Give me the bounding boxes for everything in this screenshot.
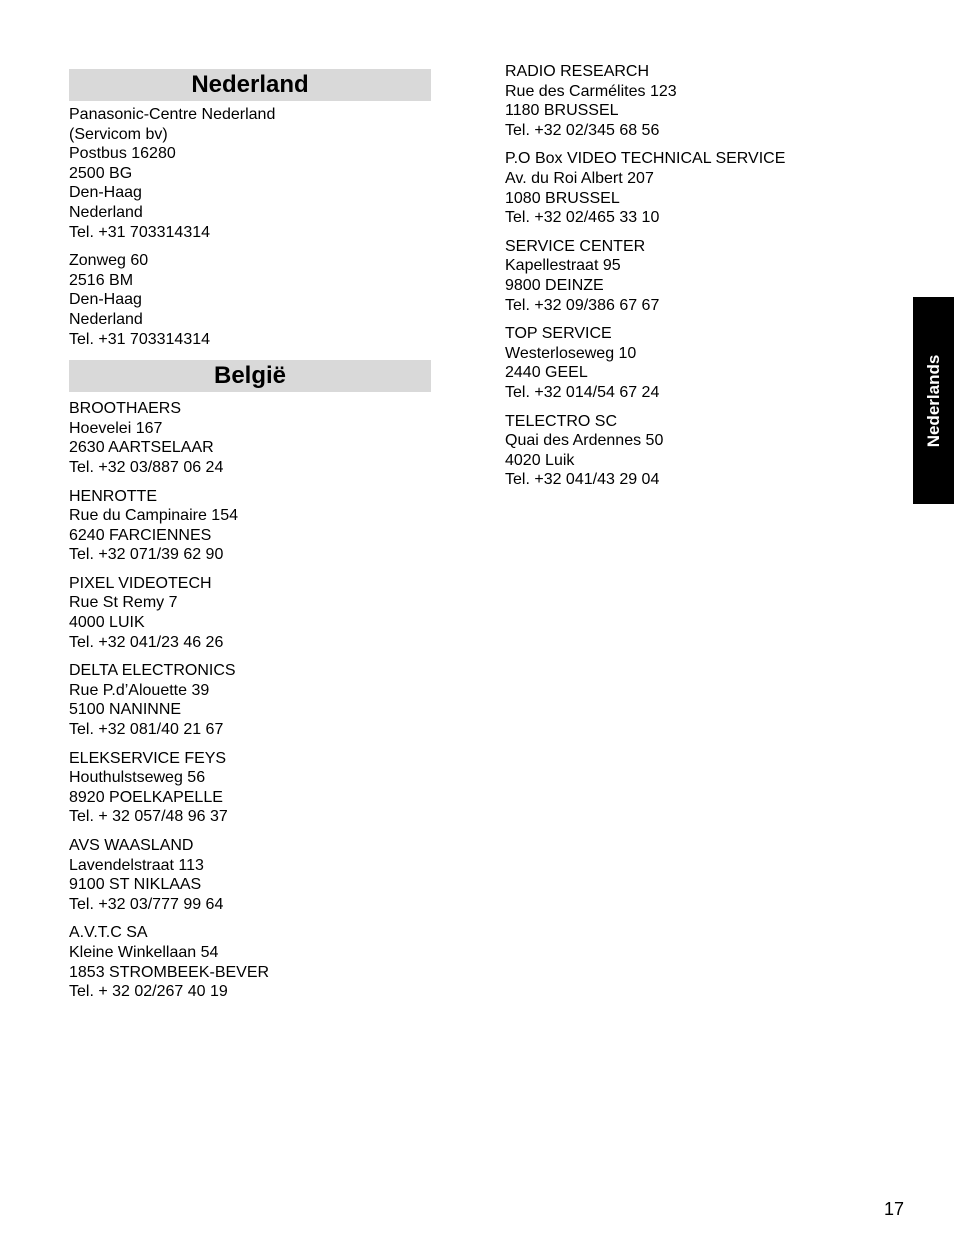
address-line: 1180 BRUSSEL bbox=[505, 102, 619, 120]
address-line: 2440 GEEL bbox=[505, 364, 588, 382]
address-line: 4000 LUIK bbox=[69, 614, 145, 632]
address-name: SERVICE CENTER bbox=[505, 237, 646, 255]
address-block bbox=[505, 324, 865, 402]
address-line: 9100 ST NIKLAAS bbox=[69, 876, 202, 894]
address-block bbox=[69, 105, 431, 242]
address-name: AVS WAASLAND bbox=[69, 837, 194, 854]
address-line: Tel. +31 703314314 bbox=[69, 223, 211, 241]
address-line: Rue des Carmélites 123 bbox=[505, 82, 677, 100]
address-line: 9800 DEINZE bbox=[505, 276, 604, 294]
address-line: Den-Haag bbox=[69, 184, 142, 202]
address-name: PIXEL VIDEOTECH bbox=[69, 574, 212, 592]
address-block bbox=[69, 574, 431, 652]
address-line: Tel. +32 02/345 68 56 bbox=[505, 121, 660, 139]
address-line: Tel. +32 041/23 46 26 bbox=[69, 633, 224, 651]
address-name: TOP SERVICE bbox=[505, 325, 612, 343]
address-name: BROOTHAERS bbox=[69, 400, 182, 418]
page-number: 17 bbox=[884, 1199, 905, 1219]
address-line: Kapellestraat 95 bbox=[505, 257, 621, 275]
nederland-entries bbox=[69, 105, 431, 349]
language-side-tab bbox=[913, 297, 954, 504]
address-line: 1080 BRUSSEL bbox=[505, 189, 620, 207]
address-line: 5100 NANINNE bbox=[69, 701, 182, 719]
address-line: Tel. +32 03/777 99 64 bbox=[69, 895, 224, 913]
address-block bbox=[505, 149, 865, 227]
address-block bbox=[69, 923, 431, 1001]
address-block bbox=[505, 412, 865, 490]
belgie-entries-continued bbox=[505, 62, 865, 490]
address-line: Nederland bbox=[69, 310, 143, 328]
address-line: Postbus 16280 bbox=[69, 145, 176, 163]
section-header-nederland: Nederland bbox=[69, 69, 431, 101]
address-line: Tel. +32 014/54 67 24 bbox=[505, 383, 660, 401]
address-name: TELECTRO SC bbox=[505, 412, 618, 430]
address-line: Kleine Winkellaan 54 bbox=[69, 943, 219, 961]
address-block bbox=[69, 661, 431, 739]
left-column bbox=[69, 62, 431, 1011]
address-line: Rue St Remy 7 bbox=[69, 594, 178, 612]
address-line: Tel. + 32 057/48 96 37 bbox=[69, 808, 228, 826]
address-block bbox=[69, 836, 431, 914]
right-column bbox=[505, 62, 865, 499]
address-block bbox=[505, 237, 865, 315]
belgie-entries bbox=[69, 399, 431, 1002]
address-name: Panasonic-Centre Nederland bbox=[69, 106, 276, 123]
address-name: HENROTTE bbox=[69, 487, 157, 505]
address-name: Zonweg 60 bbox=[69, 252, 149, 270]
side-tab-label: Nederlands bbox=[923, 354, 943, 447]
address-line: 2630 AARTSELAAR bbox=[69, 439, 214, 457]
address-line: Nederland bbox=[69, 203, 143, 221]
address-line: Den-Haag bbox=[69, 291, 142, 309]
address-line: (Servicom bv) bbox=[69, 125, 168, 143]
address-line: Tel. +32 071/39 62 90 bbox=[69, 546, 224, 564]
address-line: Houthulstseweg 56 bbox=[69, 769, 206, 787]
address-block bbox=[69, 487, 431, 565]
address-line: Tel. +32 081/40 21 67 bbox=[69, 721, 224, 739]
address-block bbox=[69, 749, 431, 827]
address-name: DELTA ELECTRONICS bbox=[69, 662, 236, 680]
address-line: 4020 Luik bbox=[505, 451, 575, 469]
address-line: Tel. +31 703314314 bbox=[69, 330, 211, 348]
address-line: Tel. +32 02/465 33 10 bbox=[505, 209, 660, 227]
address-name: P.O Box VIDEO TECHNICAL SERVICE bbox=[505, 150, 786, 168]
address-line: 2500 BG bbox=[69, 164, 133, 182]
address-name: RADIO RESEARCH bbox=[505, 63, 650, 80]
address-line: Tel. +32 03/887 06 24 bbox=[69, 458, 224, 476]
address-name: ELEKSERVICE FEYS bbox=[69, 749, 227, 767]
address-line: Westerloseweg 10 bbox=[505, 344, 637, 362]
section-header-belgie: België bbox=[69, 360, 431, 392]
address-line: Av. du Roi Albert 207 bbox=[505, 169, 654, 187]
address-line: Quai des Ardennes 50 bbox=[505, 432, 664, 450]
address-line: Rue du Campinaire 154 bbox=[69, 507, 238, 525]
address-line: Hoevelei 167 bbox=[69, 419, 163, 437]
address-line: 1853 STROMBEEK-BEVER bbox=[69, 963, 270, 981]
address-line: Tel. +32 09/386 67 67 bbox=[505, 296, 660, 314]
address-line: Lavendelstraat 113 bbox=[69, 856, 204, 874]
address-line: Tel. +32 041/43 29 04 bbox=[505, 471, 660, 489]
address-name: A.V.T.C SA bbox=[69, 924, 148, 942]
address-block bbox=[505, 62, 865, 140]
address-line: Rue P.d’Alouette 39 bbox=[69, 681, 210, 699]
address-line: 6240 FARCIENNES bbox=[69, 526, 212, 544]
address-line: 8920 POELKAPELLE bbox=[69, 788, 223, 806]
address-block bbox=[69, 251, 431, 349]
address-block bbox=[69, 399, 431, 477]
address-line: 2516 BM bbox=[69, 271, 134, 289]
address-line: Tel. + 32 02/267 40 19 bbox=[69, 983, 228, 1001]
